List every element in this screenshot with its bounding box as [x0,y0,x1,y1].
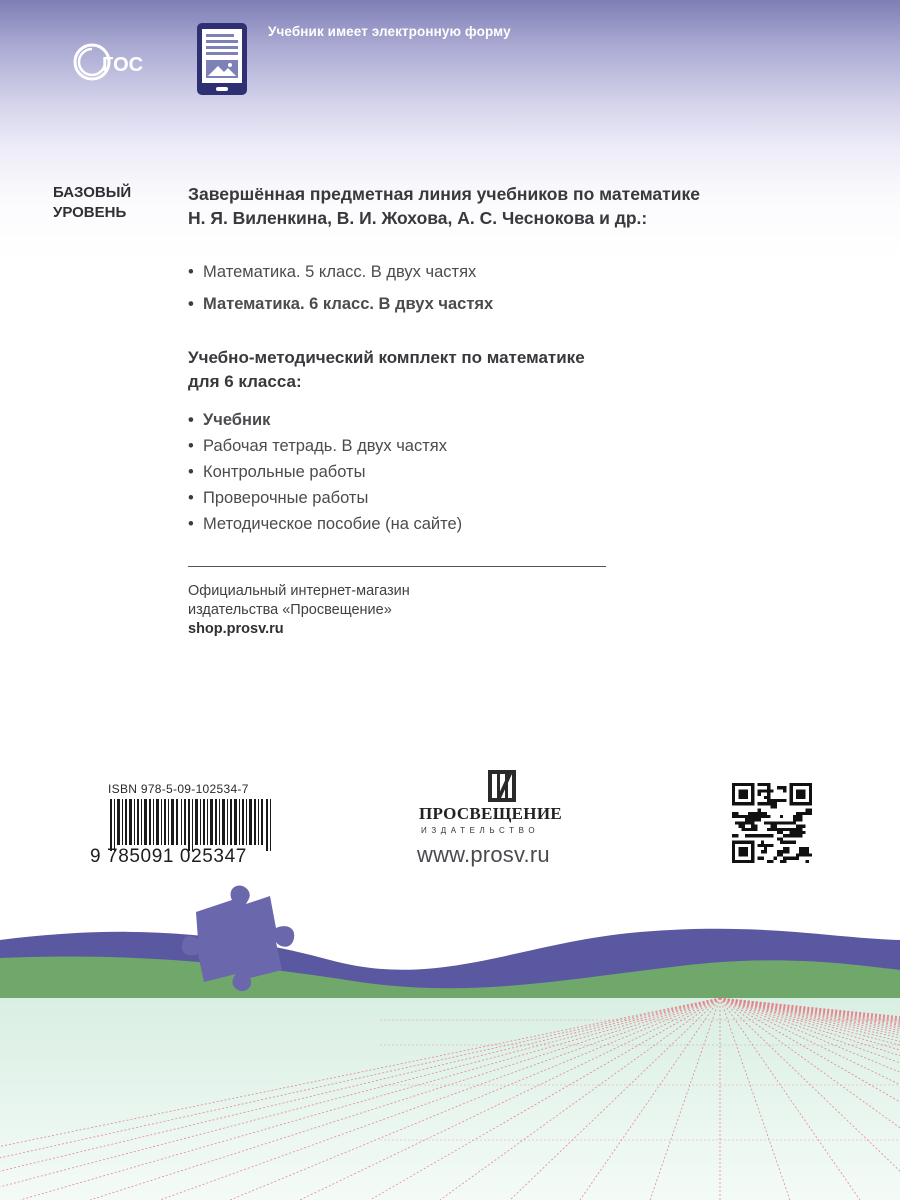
barcode-digits: 9 785091 025347 [90,846,247,867]
isbn-label: ISBN 978-5-09-102534-7 [108,782,249,796]
level-label [53,183,131,223]
kit-item-label: Контрольные работы [203,463,366,481]
shop-line-1: Официальный интернет-магазин [188,583,410,599]
kit-item-label: Методическое пособие (на сайте) [203,515,463,533]
shop-info [188,582,410,639]
list-item [188,514,462,540]
publisher-name: ПРОСВЕЩЕНИЕ [419,804,562,823]
series-title [188,182,828,230]
list-item [188,410,462,436]
kit-item-label: Проверочные работы [203,489,369,507]
kit-title-line-2: для 6 класса: [188,372,302,391]
book-label: Математика. 5 класс. В двух частях [203,263,477,281]
ebook-tablet-icon [196,22,248,96]
barcode [108,799,274,851]
kit-title [188,346,585,394]
kit-list [188,410,462,540]
shop-line-2: издательства «Просвещение» [188,602,392,618]
bullet-icon: • [188,515,194,533]
bullet-icon: • [188,295,194,313]
kit-item-label: Учебник [203,411,271,429]
level-line-2: УРОВЕНЬ [53,204,127,221]
publisher-logo-icon [482,768,522,804]
bullet-icon: • [188,411,194,429]
kit-item-label: Рабочая тетрадь. В двух частях [203,437,447,455]
publisher-subtitle: ИЗДАТЕЛЬСТВО [421,826,540,835]
book-label: Математика. 6 класс. В двух частях [203,295,494,313]
list-item [188,294,493,326]
level-line-1: БАЗОВЫЙ [53,184,132,201]
bullet-icon: • [188,437,194,455]
series-title-line-2: Н. Я. Виленкина, В. И. Жохова, А. С. Чеснокова и др.: [188,208,648,228]
book-list [188,262,493,326]
bullet-icon: • [188,489,194,507]
electronic-form-note: Учебник имеет электронную форму [268,24,511,39]
fgos-logo [70,38,160,86]
publisher-site-link[interactable]: www.prosv.ru [417,842,550,867]
qr-code [732,783,812,863]
bullet-icon: • [188,263,194,281]
bullet-icon: • [188,463,194,481]
list-item [188,488,462,514]
kit-title-line-1: Учебно-методический комплект по математике [188,348,585,367]
list-item [188,462,462,488]
list-item [188,436,462,462]
list-item [188,262,493,294]
divider [188,566,606,567]
svg-text:ГОС: ГОС [102,54,144,76]
series-title-line-1: Завершённая предметная линия учебников по математике [188,184,700,204]
shop-url-link[interactable]: shop.prosv.ru [188,621,284,637]
landscape-illustration [0,870,900,1200]
